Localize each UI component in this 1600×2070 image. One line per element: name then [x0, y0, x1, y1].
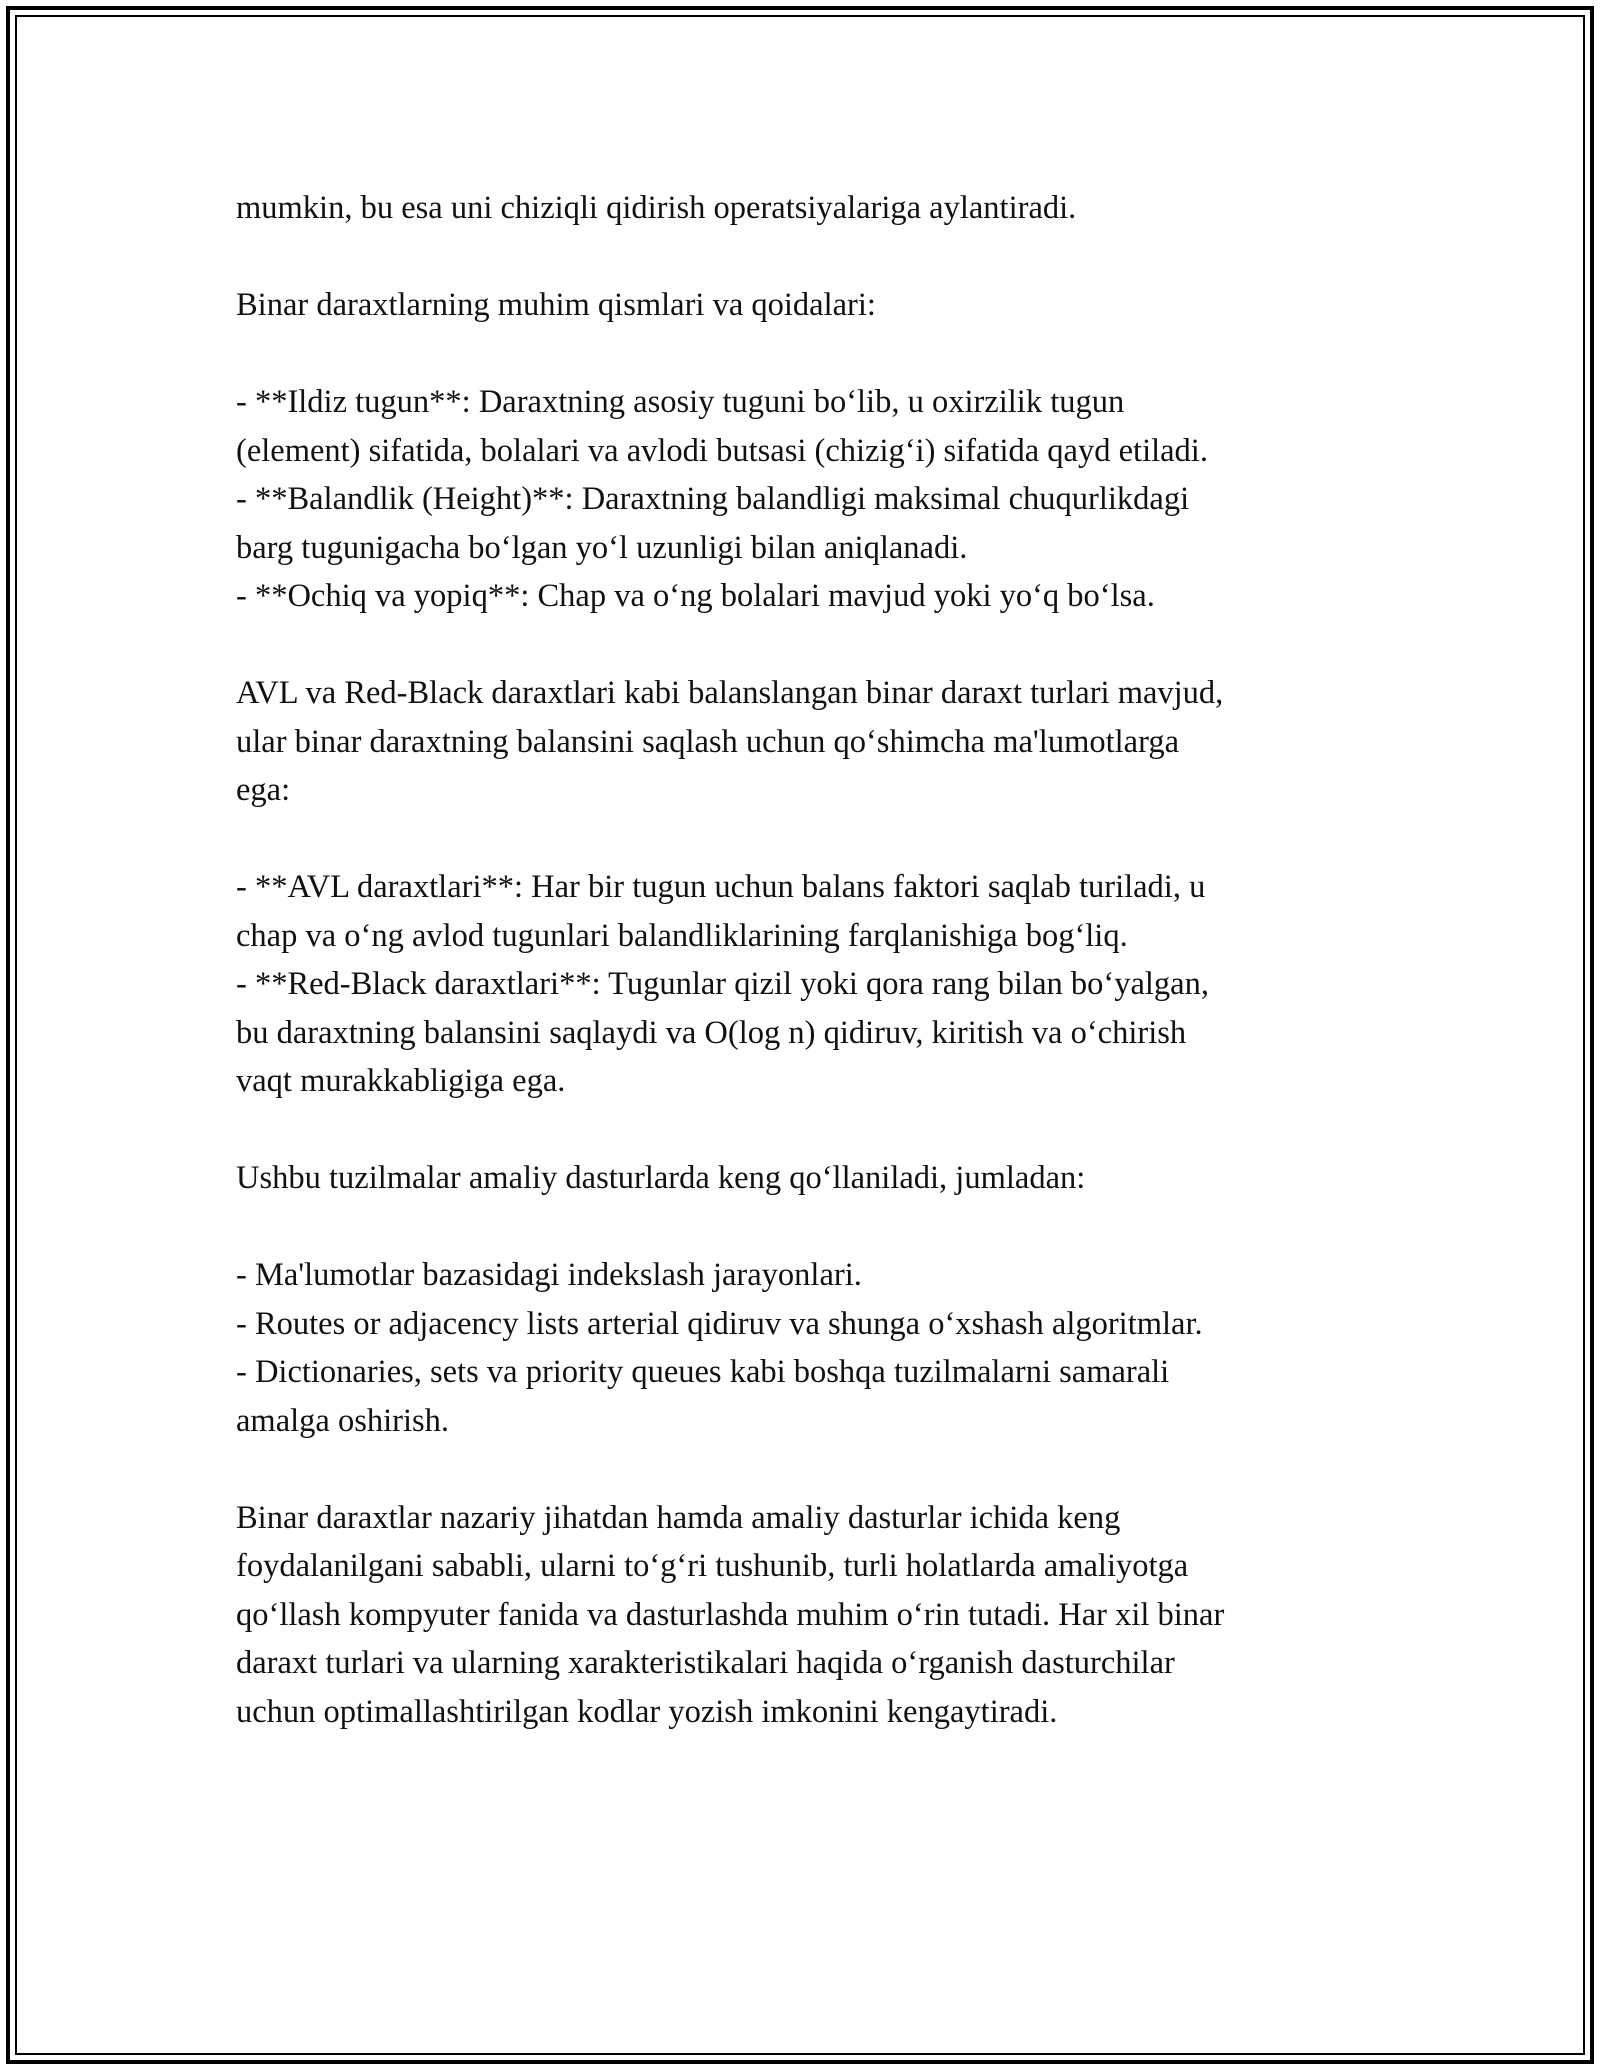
paragraph [236, 1494, 1386, 1737]
text-line: uchun optimallashtirilgan kodlar yozish imkonini kengaytiradi. [236, 1693, 1058, 1730]
text-line: Binar daraxtlar nazariy jihatdan hamda amaliy dasturlar ichida keng [236, 1499, 1121, 1536]
text-line: AVL va Red-Black daraxtlari kabi balanslangan binar daraxt turlari mavjud, [236, 675, 1224, 711]
text-line: - Ma'lumotlar bazasidagi indekslash jarayonlari. [236, 1257, 862, 1293]
paragraph [236, 1154, 1386, 1203]
paragraph [236, 281, 1386, 330]
text-line: Ushbu tuzilmalar amaliy dasturlarda keng qo‘llaniladi, jumladan: [236, 1160, 1086, 1196]
text-line: bu daraxtning balansini saqlaydi va O(log n) qidiruv, kiritish va o‘chirish [236, 1014, 1187, 1051]
paragraph-gap [236, 1106, 1386, 1155]
text-line: barg tugunigacha bo‘lgan yo‘l uzunligi bilan aniqlanadi. [236, 529, 968, 566]
paragraph [236, 669, 1386, 815]
text-line: ular binar daraxtning balansini saqlash uchun qo‘shimcha ma'lumotlarga [236, 723, 1179, 760]
text-line: - **AVL daraxtlari**: Har bir tugun uchun balans faktori saqlab turiladi, u [236, 869, 1206, 905]
text-line: ega: [236, 772, 291, 808]
bullet-list [236, 1251, 1386, 1445]
text-line: vaqt murakkabligiga ega. [236, 1063, 566, 1099]
paragraph-gap [236, 621, 1386, 670]
paragraph-gap [236, 233, 1386, 282]
text-line: - **Ildiz tugun**: Daraxtning asosiy tuguni bo‘lib, u oxirzilik tugun [236, 384, 1125, 420]
text-line: - Dictionaries, sets va priority queues kabi boshqa tuzilmalarni samarali [236, 1354, 1170, 1390]
text-line: - Routes or adjacency lists arterial qidiruv va shunga o‘xshash algoritmlar. [236, 1305, 1203, 1342]
text-line: mumkin, bu esa uni chiziqli qidirish operatsiyalariga aylantiradi. [236, 190, 1077, 226]
paragraph-gap [236, 330, 1386, 379]
paragraph-gap [236, 815, 1386, 864]
text-line: chap va o‘ng avlod tugunlari balandliklarining farqlanishiga bog‘liq. [236, 917, 1128, 954]
paragraph-gap [236, 1445, 1386, 1494]
paragraph [236, 184, 1386, 233]
text-line: qo‘llash kompyuter fanida va dasturlashda muhim o‘rin tutadi. Har xil binar [236, 1596, 1225, 1633]
bullet-list [236, 378, 1386, 621]
document-body [236, 184, 1386, 1736]
text-line: - **Ochiq va yopiq**: Chap va o‘ng bolalari mavjud yoki yo‘q bo‘lsa. [236, 578, 1155, 614]
text-line: - **Red-Black daraxtlari**: Tugunlar qizil yoki qora rang bilan bo‘yalgan, [236, 966, 1209, 1002]
text-line: (element) sifatida, bolalari va avlodi butsasi (chizig‘i) sifatida qayd etiladi. [236, 432, 1208, 469]
bullet-list [236, 863, 1386, 1106]
text-line: amalga oshirish. [236, 1402, 450, 1439]
text-line: Binar daraxtlarning muhim qismlari va qoidalari: [236, 287, 876, 323]
text-line: foydalanilgani sababli, ularni to‘g‘ri tushunib, turli holatlarda amaliyotga [236, 1548, 1189, 1584]
text-line: daraxt turlari va ularning xarakteristikalari haqida o‘rganish dasturchilar [236, 1645, 1175, 1681]
text-line: - **Balandlik (Height)**: Daraxtning balandligi maksimal chuqurlikdagi [236, 481, 1190, 517]
paragraph-gap [236, 1203, 1386, 1252]
